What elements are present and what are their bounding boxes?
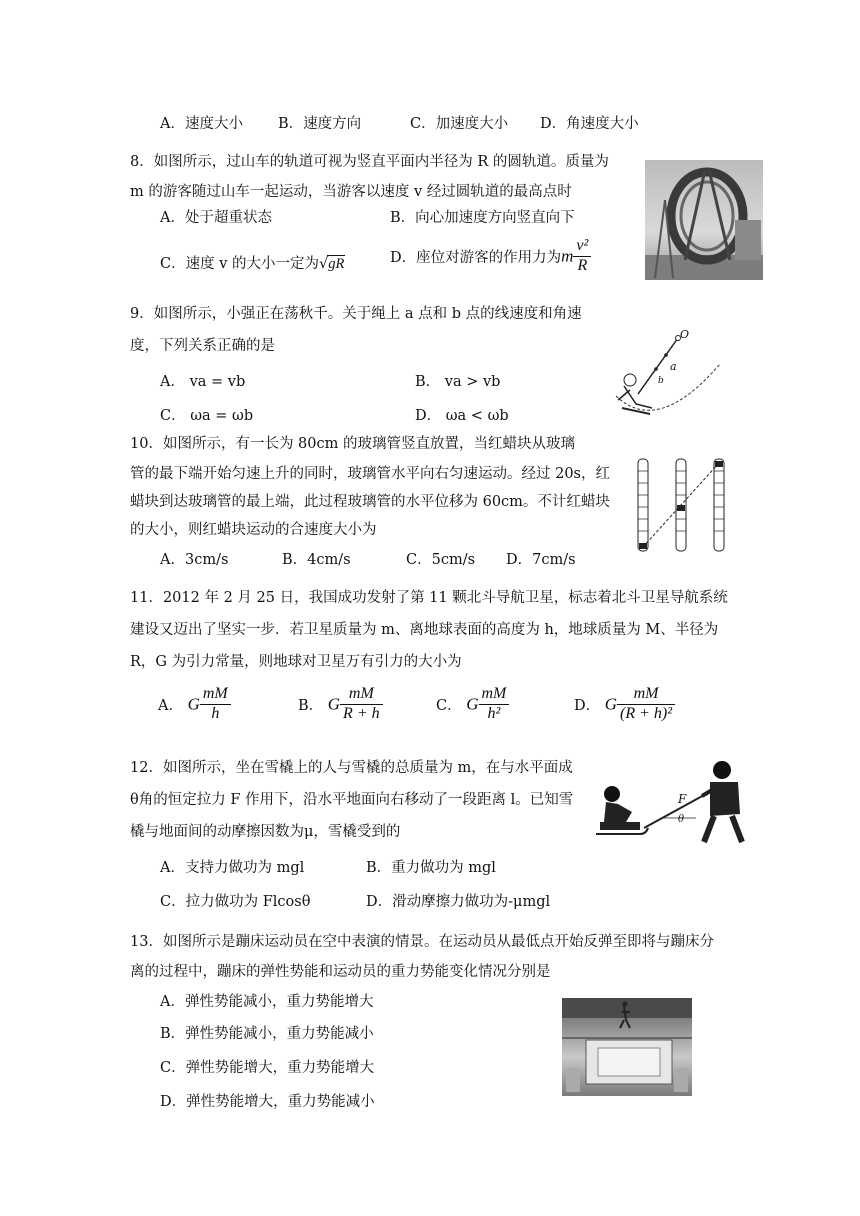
q10-stem-line1: 10．如图所示，有一长为 80cm 的玻璃管竖直放置，当红蜡块从玻璃 bbox=[130, 436, 575, 452]
q8-option-c-radicand: gR bbox=[328, 256, 345, 272]
q12-option-d: D．滑动摩擦力做功为-μmgl bbox=[366, 894, 551, 910]
q13-option-c: C．弹性势能增大，重力势能增大 bbox=[160, 1060, 375, 1076]
q10-stem-line2: 管的最下端开始匀速上升的同时，玻璃管水平向右匀速运动。经过 20s，红 bbox=[130, 466, 610, 482]
q12-option-c: C．拉力做功为 Flcosθ bbox=[160, 894, 311, 910]
q8-option-c-text: C．速度 v 的大小一定为 bbox=[160, 256, 320, 272]
q8-stem-line1: 8．如图所示，过山车的轨道可视为竖直平面内半径为 R 的圆轨道。质量为 bbox=[130, 154, 609, 170]
roller-coaster-photo bbox=[645, 160, 763, 280]
q12-stem-line2: θ角的恒定拉力 F 作用下，沿水平地面向右移动了一段距离 l。已知雪 bbox=[130, 792, 574, 808]
q10-option-c: C．5cm/s bbox=[406, 552, 476, 568]
q13-stem-line1: 13．如图所示是蹦床运动员在空中表演的情景。在运动员从最低点开始反弹至即将与蹦床分 bbox=[130, 934, 714, 950]
sled-label-force: F bbox=[678, 792, 687, 806]
swing-figure bbox=[608, 324, 728, 424]
q11-stem-line2: 建设又迈出了坚实一步．若卫星质量为 m、离地球表面的高度为 h，地球质量为 M、半径为 bbox=[130, 622, 719, 638]
trampoline-photo bbox=[562, 998, 692, 1096]
q12-option-b: B．重力做功为 mgl bbox=[366, 860, 496, 876]
q8-option-d bbox=[390, 238, 591, 275]
q10-stem-line4: 的大小，则红蜡块运动的合速度大小为 bbox=[130, 522, 377, 538]
q10-option-a: A．3cm/s bbox=[160, 552, 229, 568]
q7-option-d: D．角速度大小 bbox=[540, 116, 639, 132]
q8-option-c: C．速度 v 的大小一定为√gR bbox=[160, 256, 345, 272]
q8-option-d-text: D．座位对游客的作用力为 bbox=[390, 249, 562, 266]
q11-option-d: D． G $\frac{mM}{\text{(R + h)²}}$ bbox=[574, 686, 675, 723]
q11-option-b: B． G $\frac{mM}{R + h}$ bbox=[298, 686, 383, 723]
q13-option-b: B．弹性势能减小，重力势能减小 bbox=[160, 1026, 374, 1042]
q12-stem-line3: 橇与地面间的动摩擦因数为μ，雪橇受到的 bbox=[130, 824, 401, 840]
q7-option-a: A．速度大小 bbox=[160, 116, 243, 132]
sled-figure bbox=[592, 756, 752, 848]
q10-option-d: D．7cm/s bbox=[506, 552, 576, 568]
swing-label-b: b bbox=[658, 376, 664, 386]
q13-option-a: A．弹性势能减小，重力势能增大 bbox=[160, 994, 374, 1010]
q13-option-d: D．弹性势能增大，重力势能减小 bbox=[160, 1094, 375, 1110]
q9-option-d: D． ωa < ωb bbox=[415, 408, 509, 424]
swing-label-a: a bbox=[670, 360, 677, 373]
q13-stem-line2: 离的过程中，蹦床的弹性势能和运动员的重力势能变化情况分别是 bbox=[130, 964, 551, 980]
q9-stem-line1: 9．如图所示，小强正在荡秋千。关于绳上 a 点和 b 点的线速度和角速 bbox=[130, 306, 582, 322]
q9-option-a: A． va = vb bbox=[160, 374, 246, 390]
q9-option-c: C． ωa = ωb bbox=[160, 408, 254, 424]
q8-option-d-mass: m bbox=[561, 246, 574, 266]
sled-label-angle: θ bbox=[678, 814, 685, 825]
q11-option-a: A． G $\frac{mM}{h}$ bbox=[158, 686, 231, 723]
q12-stem-line1: 12．如图所示，坐在雪橇上的人与雪橇的总质量为 m，在与水平面成 bbox=[130, 760, 573, 776]
q8-stem-line2: m 的游客随过山车一起运动，当游客以速度 v 经过圆轨道的最高点时 bbox=[130, 184, 572, 200]
q9-option-b: B． va > vb bbox=[415, 374, 501, 390]
q8-option-d-fraction: $\frac{\text{v²}}{R}$ bbox=[573, 238, 591, 275]
q12-option-a: A．支持力做功为 mgl bbox=[160, 860, 305, 876]
q7-option-b: B．速度方向 bbox=[278, 116, 362, 132]
q7-option-c: C．加速度大小 bbox=[410, 116, 509, 132]
q11-stem-line3: R，G 为引力常量，则地球对卫星万有引力的大小为 bbox=[130, 654, 462, 670]
q11-option-c: C． G $\frac{mM}{\text{h²}}$ bbox=[436, 686, 509, 723]
q10-stem-line3: 蜡块到达玻璃管的最上端，此过程玻璃管的水平位移为 60cm。不计红蜡块 bbox=[130, 494, 610, 510]
q9-stem-line2: 度，下列关系正确的是 bbox=[130, 338, 275, 354]
q8-option-a: A．处于超重状态 bbox=[160, 210, 272, 226]
q10-option-b: B．4cm/s bbox=[282, 552, 351, 568]
q8-option-b: B．向心加速度方向竖直向下 bbox=[390, 210, 575, 226]
swing-label-o: O bbox=[680, 328, 690, 341]
q11-stem-line1: 11．2012 年 2 月 25 日，我国成功发射了第 11 颗北斗导航卫星，标志着北斗卫星导航系统 bbox=[130, 590, 728, 606]
glass-tube-figure bbox=[636, 455, 728, 555]
